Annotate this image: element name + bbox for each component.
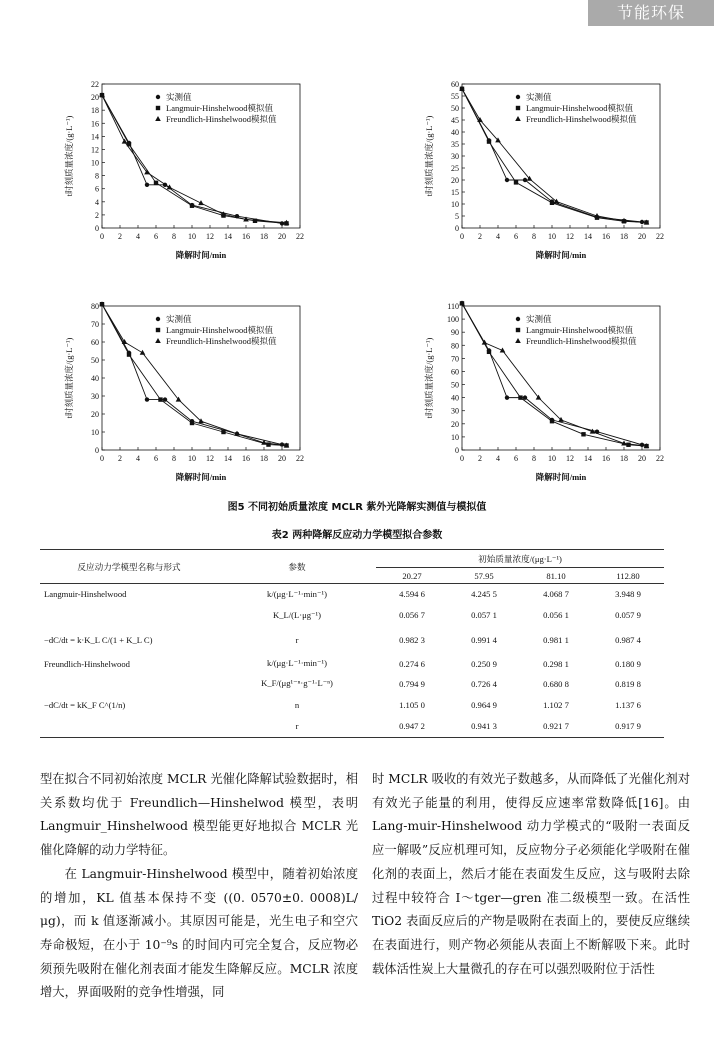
y-tick-label: 60 xyxy=(91,338,99,347)
data-point-measured xyxy=(516,95,520,99)
y-tick-label: 6 xyxy=(95,184,99,194)
data-point-lh xyxy=(190,204,194,208)
y-tick-label: 10 xyxy=(451,432,459,442)
x-tick-label: 6 xyxy=(154,232,158,241)
legend-entry: Freundlich-Hinshelwood模拟值 xyxy=(526,336,637,346)
data-point-lh xyxy=(550,201,554,205)
y-tick-label: 20 xyxy=(451,176,459,185)
data-point-measured xyxy=(505,178,509,182)
data-point-measured xyxy=(145,397,149,401)
y-tick-label: 80 xyxy=(451,341,459,351)
x-tick-label: 2 xyxy=(118,232,122,241)
y-tick-label: 16 xyxy=(91,119,99,129)
value-cell: 0.981 1 xyxy=(543,634,569,645)
x-axis-label: 降解时间/min xyxy=(175,250,227,260)
data-point-measured xyxy=(163,397,167,401)
x-tick-label: 12 xyxy=(206,232,214,241)
y-tick-label: 20 xyxy=(451,419,459,429)
conc-value: 57.95 xyxy=(474,570,494,581)
y-tick-label: 10 xyxy=(451,200,459,209)
x-tick-label: 14 xyxy=(224,454,232,463)
x-tick-label: 10 xyxy=(548,454,556,463)
y-tick-label: 0 xyxy=(95,446,99,455)
chart-svg xyxy=(400,78,700,278)
x-tick-label: 20 xyxy=(638,454,646,463)
y-tick-label: 14 xyxy=(91,132,99,142)
y-axis-label: t时刻质量浓度/(g·L⁻¹) xyxy=(64,337,74,419)
data-point-measured xyxy=(523,395,527,399)
fh-formula: −dC/dt = kK_F C^(1/n) xyxy=(44,699,126,710)
legend-entry: Langmuir-Hinshelwood模拟值 xyxy=(166,325,274,335)
chart-svg xyxy=(40,78,340,278)
data-point-lh xyxy=(514,180,518,184)
value-cell: 1.102 7 xyxy=(543,699,569,710)
conc-value: 20.27 xyxy=(402,570,422,581)
param-cell: K_F/(μg¹⁻ⁿ·g⁻¹·L⁻ⁿ) xyxy=(261,678,333,688)
y-tick-label: 50 xyxy=(451,380,459,390)
x-tick-label: 4 xyxy=(136,232,140,241)
x-tick-label: 14 xyxy=(224,232,232,241)
x-tick-label: 18 xyxy=(620,232,628,241)
value-cell: 0.991 4 xyxy=(471,634,497,645)
y-tick-label: 12 xyxy=(91,145,99,155)
x-tick-label: 10 xyxy=(548,232,556,241)
legend-entry: Langmuir-Hinshelwood模拟值 xyxy=(526,325,634,335)
parameter-table xyxy=(40,549,664,738)
value-cell: 4.594 6 xyxy=(399,589,425,600)
chart-panel-1 xyxy=(40,78,340,278)
param-cell: r xyxy=(295,721,299,732)
value-cell: 0.819 8 xyxy=(615,678,641,689)
y-tick-label: 90 xyxy=(451,328,459,338)
y-axis-label: t时刻质量浓度/(g·L⁻¹) xyxy=(64,115,74,197)
value-cell: 0.250 9 xyxy=(471,658,497,669)
x-tick-label: 18 xyxy=(260,232,268,241)
y-tick-label: 0 xyxy=(455,224,459,233)
param-cell: k/(μg·L⁻¹·min⁻¹) xyxy=(267,658,327,668)
y-tick-label: 45 xyxy=(451,116,459,125)
legend-entry: 实测值 xyxy=(526,314,552,324)
value-cell: 0.794 9 xyxy=(399,678,425,689)
data-point-fh xyxy=(140,350,146,355)
value-cell: 0.921 7 xyxy=(543,721,569,732)
col-conc-header: 初始质量浓度/(μg·L⁻¹) xyxy=(376,550,664,568)
x-axis-label: 降解时间/min xyxy=(175,472,227,482)
data-point-fh xyxy=(515,116,521,121)
data-point-measured xyxy=(516,317,520,321)
x-tick-label: 10 xyxy=(188,232,196,241)
y-tick-label: 20 xyxy=(91,410,99,419)
body-column-left xyxy=(40,768,358,1005)
table-caption: 表2 两种降解反应动力学模型拟合参数 xyxy=(271,530,443,541)
data-point-measured xyxy=(156,95,160,99)
y-axis-label: t时刻质量浓度/(g·L⁻¹) xyxy=(424,337,434,419)
col-param-header: 参数 xyxy=(218,550,376,584)
y-tick-label: 30 xyxy=(451,406,459,416)
y-tick-label: 50 xyxy=(451,104,459,113)
value-cell: 0.941 3 xyxy=(471,721,497,732)
data-point-fh xyxy=(554,199,560,204)
y-tick-label: 30 xyxy=(91,392,99,401)
x-tick-label: 16 xyxy=(242,232,250,241)
legend-entry: 实测值 xyxy=(166,92,192,102)
y-tick-label: 18 xyxy=(91,106,99,116)
x-tick-label: 14 xyxy=(584,232,592,241)
y-tick-label: 70 xyxy=(91,320,99,329)
data-point-lh xyxy=(190,421,194,425)
legend-entry: Freundlich-Hinshelwood模拟值 xyxy=(166,114,277,124)
x-tick-label: 12 xyxy=(566,232,574,241)
y-tick-label: 55 xyxy=(451,92,459,101)
lh-formula: −dC/dt = k·K_L C/(1 + K_L C) xyxy=(44,634,153,645)
x-tick-label: 6 xyxy=(514,232,518,241)
x-tick-label: 16 xyxy=(602,454,610,463)
x-tick-label: 8 xyxy=(532,454,536,463)
x-tick-label: 20 xyxy=(278,232,286,241)
value-cell: 0.680 8 xyxy=(543,678,569,689)
x-tick-label: 6 xyxy=(154,454,158,463)
y-tick-label: 10 xyxy=(91,428,99,437)
legend-entry: Freundlich-Hinshelwood模拟值 xyxy=(526,114,637,124)
x-tick-label: 4 xyxy=(496,232,500,241)
chart-panel-2 xyxy=(400,78,700,278)
value-cell: 0.274 6 xyxy=(399,658,425,669)
data-point-lh xyxy=(581,432,585,436)
data-point-measured xyxy=(145,183,149,187)
y-tick-label: 5 xyxy=(455,212,459,221)
y-tick-label: 70 xyxy=(451,354,459,364)
x-tick-label: 0 xyxy=(100,454,104,463)
value-cell: 0.298 1 xyxy=(543,658,569,669)
y-tick-label: 15 xyxy=(451,188,459,197)
data-point-measured xyxy=(505,395,509,399)
value-cell: 0.982 3 xyxy=(399,634,425,645)
legend-entry: Langmuir-Hinshelwood模拟值 xyxy=(526,103,634,113)
value-cell: 3.948 9 xyxy=(615,589,641,600)
chart-svg xyxy=(40,300,340,500)
x-tick-label: 4 xyxy=(136,454,140,463)
value-cell: 0.987 4 xyxy=(615,634,641,645)
value-cell: 0.056 1 xyxy=(543,610,569,620)
y-tick-label: 20 xyxy=(91,93,99,103)
y-tick-label: 25 xyxy=(451,164,459,173)
y-tick-label: 60 xyxy=(451,80,459,89)
data-point-measured xyxy=(523,178,527,182)
x-tick-label: 22 xyxy=(656,454,664,463)
value-cell: 0.947 2 xyxy=(399,721,425,732)
data-point-fh xyxy=(155,338,161,343)
data-point-lh xyxy=(626,443,630,447)
data-point-lh xyxy=(550,419,554,423)
data-point-lh xyxy=(253,219,257,223)
x-tick-label: 22 xyxy=(296,454,304,463)
data-point-lh xyxy=(158,397,162,401)
value-cell: 0.056 7 xyxy=(399,610,425,620)
data-point-lh xyxy=(221,430,225,434)
data-point-lh xyxy=(154,181,158,185)
x-tick-label: 12 xyxy=(566,454,574,463)
y-tick-label: 100 xyxy=(447,315,459,325)
y-tick-label: 0 xyxy=(95,224,99,233)
x-tick-label: 22 xyxy=(656,232,664,241)
x-tick-label: 0 xyxy=(100,232,104,241)
value-cell: 0.180 9 xyxy=(615,658,641,669)
value-cell: 0.917 9 xyxy=(615,721,641,732)
chart-panel-3 xyxy=(40,300,340,500)
y-tick-label: 10 xyxy=(91,158,99,168)
x-tick-label: 18 xyxy=(260,454,268,463)
data-point-lh xyxy=(127,352,131,356)
x-tick-label: 10 xyxy=(188,454,196,463)
x-tick-label: 22 xyxy=(296,232,304,241)
x-tick-label: 8 xyxy=(172,454,176,463)
data-point-lh xyxy=(516,328,520,332)
value-cell: 1.105 0 xyxy=(399,699,425,710)
value-cell: 0.057 1 xyxy=(471,610,497,620)
data-point-lh xyxy=(156,328,160,332)
y-tick-label: 80 xyxy=(91,302,99,311)
x-axis-label: 降解时间/min xyxy=(535,250,587,260)
col-model-header: 反应动力学模型名称与形式 xyxy=(40,550,218,584)
value-cell: 4.245 5 xyxy=(471,589,497,600)
y-tick-label: 8 xyxy=(95,171,99,181)
value-cell: 0.964 9 xyxy=(471,699,497,710)
value-cell: 0.057 9 xyxy=(615,610,641,620)
param-cell: n xyxy=(294,699,300,710)
data-point-lh xyxy=(156,106,160,110)
x-tick-label: 2 xyxy=(118,454,122,463)
data-point-measured xyxy=(156,317,160,321)
y-axis-label: t时刻质量浓度/(g·L⁻¹) xyxy=(424,115,434,197)
legend-entry: 实测值 xyxy=(166,314,192,324)
conc-value: 112.80 xyxy=(616,570,640,581)
y-tick-label: 50 xyxy=(91,356,99,365)
data-point-lh xyxy=(518,395,522,399)
chart-panel-4 xyxy=(400,300,700,500)
data-point-fh xyxy=(155,116,161,121)
y-tick-label: 60 xyxy=(451,367,459,377)
x-tick-label: 0 xyxy=(460,232,464,241)
data-point-lh xyxy=(516,106,520,110)
legend-entry: 实测值 xyxy=(526,92,552,102)
param-cell: r xyxy=(295,634,299,645)
y-tick-label: 4 xyxy=(95,197,99,207)
x-tick-label: 6 xyxy=(514,454,518,463)
y-tick-label: 110 xyxy=(447,302,459,311)
legend-entry: Freundlich-Hinshelwood模拟值 xyxy=(166,336,277,346)
x-tick-label: 0 xyxy=(460,454,464,463)
y-tick-label: 40 xyxy=(451,393,459,403)
section-banner: 节能环保 xyxy=(588,0,714,26)
chart-svg xyxy=(400,300,700,500)
y-tick-label: 40 xyxy=(91,374,99,383)
x-tick-label: 18 xyxy=(620,454,628,463)
value-cell: 4.068 7 xyxy=(543,589,569,600)
data-point-lh xyxy=(487,139,491,143)
fh-model-name: Freundlich-Hinshelwood xyxy=(44,658,130,669)
x-tick-label: 8 xyxy=(532,232,536,241)
body-column-right xyxy=(372,768,690,981)
value-cell: 0.726 4 xyxy=(471,678,497,689)
y-tick-label: 22 xyxy=(91,80,99,89)
y-tick-label: 2 xyxy=(95,210,99,220)
x-axis-label: 降解时间/min xyxy=(535,472,587,482)
param-cell: k/(μg·L⁻¹·min⁻¹) xyxy=(267,588,327,599)
x-tick-label: 16 xyxy=(602,232,610,241)
body-paragraph: 时 MCLR 吸收的有效光子数越多，从而降低了光催化剂对有效光子能量的利用，使得反应速率常数降低[16]。由 Lang-muir-Hinshelwood 动力学模式的“吸附一表面反应一解吸”反应机理可知，反应物分子必须能化学吸附在催化剂的表面上，然后才能在表面发生反应，这与吸附去除过程中较符合 I～tger—gren 准二级模型一致。在活性 TiO2 表面反应后的产物是吸附在表面上的，要使反应继续在表面进行，则产物必须能从表面上不断解吸下来。此时载体活性炭上大量微孔的存在可以强烈吸附位于活性 xyxy=(372,772,690,976)
param-cell: K_L/(L·μg⁻¹) xyxy=(273,609,321,620)
x-tick-label: 2 xyxy=(478,454,482,463)
x-tick-label: 14 xyxy=(584,454,592,463)
x-tick-label: 12 xyxy=(206,454,214,463)
conc-value: 81.10 xyxy=(546,570,566,581)
data-point-fh xyxy=(515,338,521,343)
figure-caption: 图5 不同初始质量浓度 MCLR 紫外光降解实测值与模拟值 xyxy=(227,502,487,513)
x-tick-label: 20 xyxy=(638,232,646,241)
x-tick-label: 4 xyxy=(496,454,500,463)
y-tick-label: 0 xyxy=(455,446,459,455)
y-tick-label: 35 xyxy=(451,140,459,149)
body-paragraph: 型在拟合不同初始浓度 MCLR 光催化降解试验数据时，相关系数均优于 Freundlich—Hinshelwod 模型，表明 Langmuir_Hinshelwood 模型能更好地拟合 MCLR 光催化降解的动力学特征。 xyxy=(40,772,358,858)
y-tick-label: 40 xyxy=(451,128,459,137)
x-tick-label: 2 xyxy=(478,232,482,241)
x-tick-label: 8 xyxy=(172,232,176,241)
value-cell: 1.137 6 xyxy=(615,699,641,710)
x-tick-label: 20 xyxy=(278,454,286,463)
y-tick-label: 30 xyxy=(451,152,459,161)
lh-model-name: Langmuir-Hinshelwood xyxy=(44,589,127,600)
legend-entry: Langmuir-Hinshelwood模拟值 xyxy=(166,103,274,113)
body-paragraph: 在 Langmuir-Hinshelwood 模型中，随着初始浓度的增加，KL 值基本保持不变 ((0. 0570±0. 0008)L/μg)，而 k 值逐渐减小。其原因可能是，光生电子和空穴寿命极短，在小于 10⁻⁹s 的时间内可完全复合，反应物必须预先吸附在催化剂表面才能发生降解反应。MCLR 浓度增大，界面吸附的竞争性增强，同 xyxy=(40,866,358,1000)
data-point-lh xyxy=(487,350,491,354)
x-tick-label: 16 xyxy=(242,454,250,463)
